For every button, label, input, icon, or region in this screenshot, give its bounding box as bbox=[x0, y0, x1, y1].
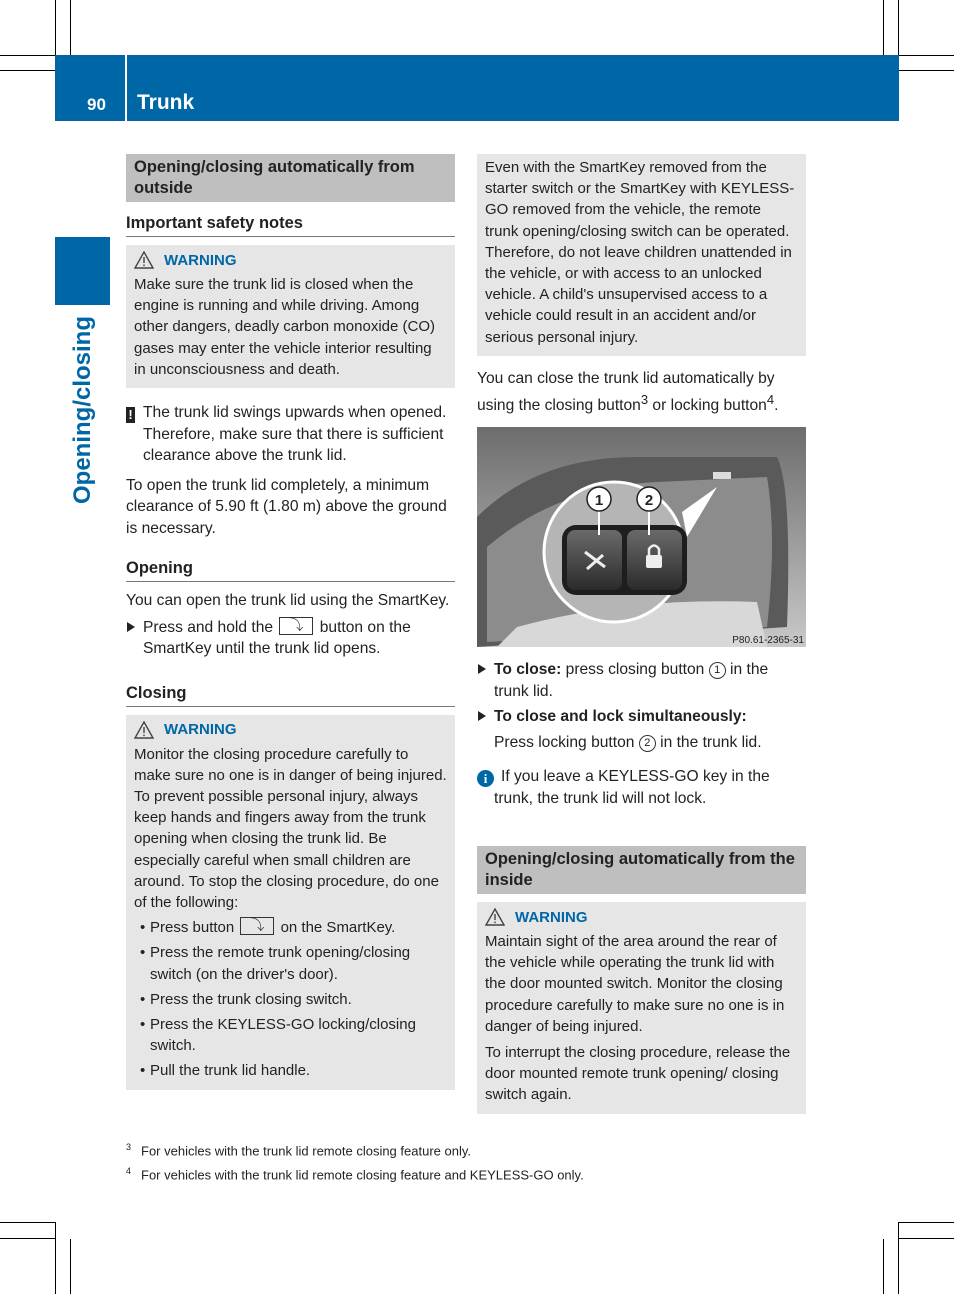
crop-mark bbox=[55, 1222, 56, 1294]
callout-number: 1 bbox=[709, 662, 726, 679]
crop-mark bbox=[0, 55, 55, 56]
exclamation-icon: ! bbox=[126, 407, 135, 423]
warning-label: WARNING bbox=[515, 908, 588, 926]
list-item: • Press the KEYLESS-GO locking/closing switch. bbox=[134, 1014, 447, 1056]
step-text: Press locking button bbox=[494, 733, 635, 751]
warning-text: Maintain sight of the area around the rear of the vehicle while operating the trunk lid with the door mounted switch. Monitor the closing procedure carefully to make sure no one is in danger of being injured. bbox=[485, 933, 785, 1035]
callout-label: 1 bbox=[594, 492, 604, 510]
crop-mark bbox=[883, 1239, 884, 1294]
info-text: If you leave a KEYLESS-GO key in the trunk, the trunk lid will not lock. bbox=[494, 768, 770, 807]
section-heading: Opening/closing automatically from the inside bbox=[477, 846, 806, 894]
warning-triangle-icon bbox=[134, 251, 154, 269]
list-item: • Press the trunk closing switch. bbox=[134, 989, 447, 1010]
note-text: The trunk lid swings upwards when opened. Therefore, make sure that there is sufficient clearance above the trunk lid. bbox=[143, 404, 447, 465]
info-icon: i bbox=[477, 770, 494, 787]
warning-triangle-icon bbox=[485, 908, 505, 926]
footnote-number: 4 bbox=[126, 1166, 132, 1177]
list-item: • Press the remote trunk opening/closing switch (on the driver's door). bbox=[134, 942, 447, 984]
warning-text: To interrupt the closing procedure, release the door mounted remote trunk opening/ closing switch again. bbox=[485, 1044, 791, 1104]
footnote-ref: 3 bbox=[640, 392, 649, 408]
info-note bbox=[477, 766, 806, 809]
opening-heading: Opening bbox=[126, 559, 455, 582]
header-divider bbox=[125, 55, 127, 121]
list-item-text: on the SmartKey. bbox=[280, 919, 396, 937]
section-heading: Opening/closing automatically from outside bbox=[126, 154, 455, 202]
text-span: You can close the trunk lid automatically by using the closing button bbox=[477, 369, 775, 415]
safety-notes-heading: Important safety notes bbox=[126, 214, 455, 237]
list-item-text: Press button bbox=[150, 919, 235, 937]
image-reference: P80.61-2365-31 bbox=[732, 635, 804, 647]
chapter-tab bbox=[55, 237, 110, 305]
step-text: in the trunk lid. bbox=[660, 733, 762, 751]
close-lock-text bbox=[477, 732, 806, 754]
footnote bbox=[126, 1137, 846, 1161]
bullet-list bbox=[134, 917, 447, 1081]
info-box bbox=[477, 154, 806, 356]
warning-triangle-icon bbox=[134, 721, 154, 739]
trunk-lid-illustration bbox=[477, 427, 806, 647]
clearance-paragraph: To open the trunk lid completely, a minimum clearance of 5.90 ft (1.80 m) above the ground is necessary. bbox=[126, 476, 447, 537]
opening-paragraph: You can open the trunk lid using the SmartKey. bbox=[126, 592, 450, 610]
warning-text: Monitor the closing procedure carefully to make sure no one is in danger of being injured. To prevent possible personal injury, always keep hands and fingers away from the trunk opening when closing the trunk lid. Be especially careful when small children are around. To stop the closing procedure, do one of the following: bbox=[134, 745, 447, 911]
step-text: press closing button bbox=[565, 661, 705, 679]
crop-mark bbox=[883, 0, 884, 55]
text-span: . bbox=[774, 397, 779, 415]
opening-step bbox=[126, 617, 455, 660]
close-lock-step bbox=[477, 706, 806, 728]
list-item bbox=[134, 917, 447, 938]
note-paragraph bbox=[126, 402, 455, 467]
crop-mark bbox=[898, 1222, 899, 1294]
close-paragraph bbox=[477, 368, 806, 417]
crop-mark bbox=[899, 1238, 954, 1239]
closing-heading: Closing bbox=[126, 684, 455, 707]
footnote-ref: 4 bbox=[766, 392, 775, 408]
warning-box bbox=[126, 715, 455, 1090]
crop-mark bbox=[0, 70, 55, 71]
close-step bbox=[477, 659, 806, 702]
text-span: or locking button bbox=[648, 397, 767, 415]
trunk-button-icon bbox=[279, 617, 313, 635]
step-text-post: button on the SmartKey until the trunk lid opens. bbox=[143, 618, 411, 658]
trunk-button-icon bbox=[240, 917, 274, 935]
warning-box bbox=[477, 902, 806, 1114]
callout-number: 2 bbox=[639, 735, 656, 752]
footnote-text: For vehicles with the trunk lid remote closing feature and KEYLESS-GO only. bbox=[141, 1167, 584, 1183]
page-number: 90 bbox=[87, 95, 106, 114]
footnote-number: 3 bbox=[126, 1142, 132, 1152]
chapter-title: Opening/closing bbox=[69, 315, 96, 505]
footnote bbox=[126, 1161, 846, 1185]
trunk-switch-photo bbox=[477, 427, 806, 647]
page-header bbox=[55, 55, 899, 121]
warning-label: WARNING bbox=[164, 721, 237, 739]
section-title: Trunk bbox=[137, 91, 195, 114]
crop-mark bbox=[899, 70, 954, 71]
callout-label: 2 bbox=[644, 492, 654, 510]
crop-mark bbox=[899, 1222, 954, 1223]
crop-mark bbox=[899, 55, 954, 56]
step-text: in the trunk lid. bbox=[494, 661, 769, 700]
info-box-text: Even with the SmartKey removed from the starter switch or the SmartKey with KEYLESS-GO removed from the vehicle, the remote trunk opening/closing switch can be operated. Therefore, do not leave children unattended in the vehicle, or with access to an unlocked vehicle. A child's unsupervised access to a vehicle could result in an accident and/or serious personal injury. bbox=[485, 159, 795, 346]
step-label: To close: bbox=[494, 661, 562, 679]
crop-mark bbox=[70, 0, 71, 55]
crop-mark bbox=[0, 1222, 55, 1223]
step-text-pre: Press and hold the bbox=[143, 618, 274, 636]
crop-mark bbox=[0, 1238, 55, 1239]
warning-title bbox=[134, 721, 447, 739]
warning-label: WARNING bbox=[164, 251, 237, 269]
crop-mark bbox=[70, 1239, 71, 1294]
warning-title bbox=[485, 908, 798, 926]
footnotes bbox=[126, 1137, 846, 1186]
step-label: To close and lock simultaneously: bbox=[494, 708, 747, 726]
list-item: • Pull the trunk lid handle. bbox=[134, 1060, 447, 1081]
warning-text: Make sure the trunk lid is closed when the engine is running and while driving. Among other dangers, deadly carbon monoxide (CO) gases may enter the vehicle interior resulting in unconsciousness and death. bbox=[134, 276, 435, 378]
right-column bbox=[477, 154, 806, 1114]
footnote-text: For vehicles with the trunk lid remote closing feature only. bbox=[141, 1143, 471, 1159]
left-column bbox=[126, 154, 455, 1090]
warning-box bbox=[126, 245, 455, 388]
warning-title bbox=[134, 251, 447, 269]
